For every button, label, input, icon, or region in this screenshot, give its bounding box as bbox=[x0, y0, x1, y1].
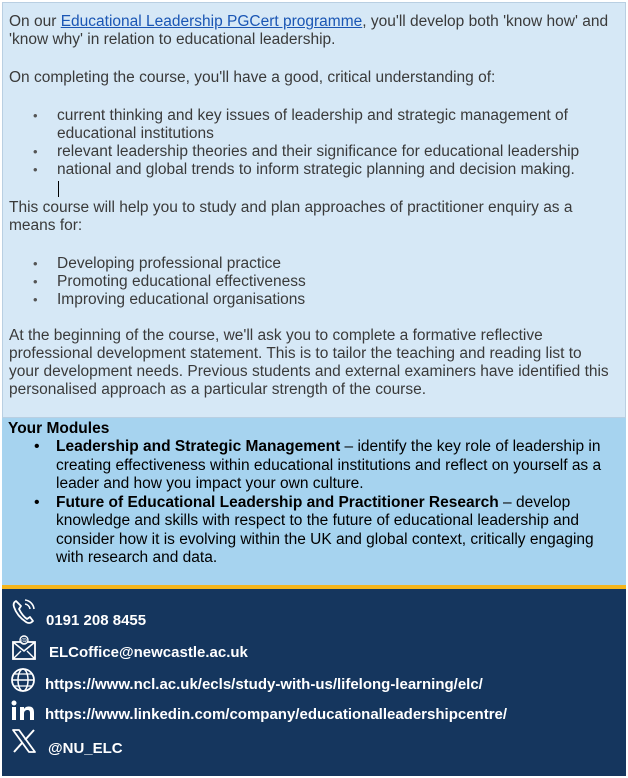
website-link[interactable]: https://www.ncl.ac.uk/ecls/study-with-us/lifelong-learning/elc/ bbox=[45, 676, 483, 693]
linkedin-row bbox=[2, 697, 626, 723]
intro-prefix: On our bbox=[9, 13, 61, 30]
list-item: • Developing professional practice bbox=[9, 255, 609, 273]
phone-number[interactable]: 0191 208 8455 bbox=[46, 612, 147, 629]
modules-list bbox=[8, 438, 618, 568]
x-icon bbox=[10, 727, 38, 755]
module-name: Leadership and Strategic Management bbox=[56, 438, 341, 455]
email-row bbox=[2, 633, 626, 663]
website-row bbox=[2, 667, 626, 697]
module-item bbox=[8, 494, 618, 568]
email-address[interactable]: ELCoffice@newcastle.ac.uk bbox=[49, 644, 248, 661]
enquiry-list bbox=[9, 255, 609, 309]
list-item: • current thinking and key issues of leadership and strategic management of educational institutions bbox=[9, 107, 609, 143]
modules-title: Your Modules bbox=[8, 420, 110, 437]
enquiry-heading: This course will help you to study and plan approaches of practitioner enquiry as a means for: bbox=[9, 199, 573, 234]
intro-panel bbox=[2, 2, 626, 418]
x-handle[interactable]: @NU_ELC bbox=[48, 740, 123, 757]
email-icon bbox=[10, 633, 38, 663]
programme-link[interactable]: Educational Leadership PGCert programme bbox=[60, 13, 363, 30]
linkedin-icon bbox=[10, 699, 38, 723]
module-name: Future of Educational Leadership and Practitioner Research bbox=[56, 493, 499, 511]
understanding-heading: On completing the course, you'll have a good, critical understanding of: bbox=[9, 69, 496, 86]
modules-panel bbox=[2, 418, 626, 585]
svg-text:@: @ bbox=[20, 636, 28, 645]
intro-suffix: , you'll develop both 'know how' and 'know why' in relation to educational leadership. bbox=[9, 13, 609, 48]
development-paragraph: At the beginning of the course, we'll ask you to complete a formative reflective professional development statement. This is to tailor the teaching and reading list to your development needs. Previous students and external examiners have identified this personalised approach as a particular strength of the course. bbox=[9, 327, 609, 398]
globe-icon bbox=[10, 667, 38, 697]
module-item bbox=[8, 438, 618, 494]
list-item: • Improving educational organisations bbox=[9, 291, 609, 309]
list-item: • relevant leadership theories and their significance for educational leadership bbox=[9, 143, 609, 161]
module-description: – identify the key role of leadership in creating effectiveness within educational institutions and reflect on yourself as a leader and how you impact your own culture. bbox=[56, 438, 602, 492]
intro-paragraph bbox=[9, 13, 609, 49]
module-description: – develop knowledge and skills with respect to the future of educational leadership and consider how it is evolving within the UK and global context, critically engaging with research and data. bbox=[56, 493, 594, 566]
contact-panel bbox=[2, 589, 626, 776]
phone-icon bbox=[10, 597, 38, 627]
x-row bbox=[2, 727, 626, 757]
linkedin-link[interactable]: https://www.linkedin.com/company/educationalleadershipcentre/ bbox=[45, 706, 508, 723]
list-item: • Promoting educational effectiveness bbox=[9, 273, 609, 291]
understanding-list bbox=[9, 107, 609, 179]
list-item: • national and global trends to inform strategic planning and decision making. bbox=[9, 161, 609, 179]
text-cursor bbox=[58, 181, 59, 197]
phone-row bbox=[2, 597, 626, 631]
